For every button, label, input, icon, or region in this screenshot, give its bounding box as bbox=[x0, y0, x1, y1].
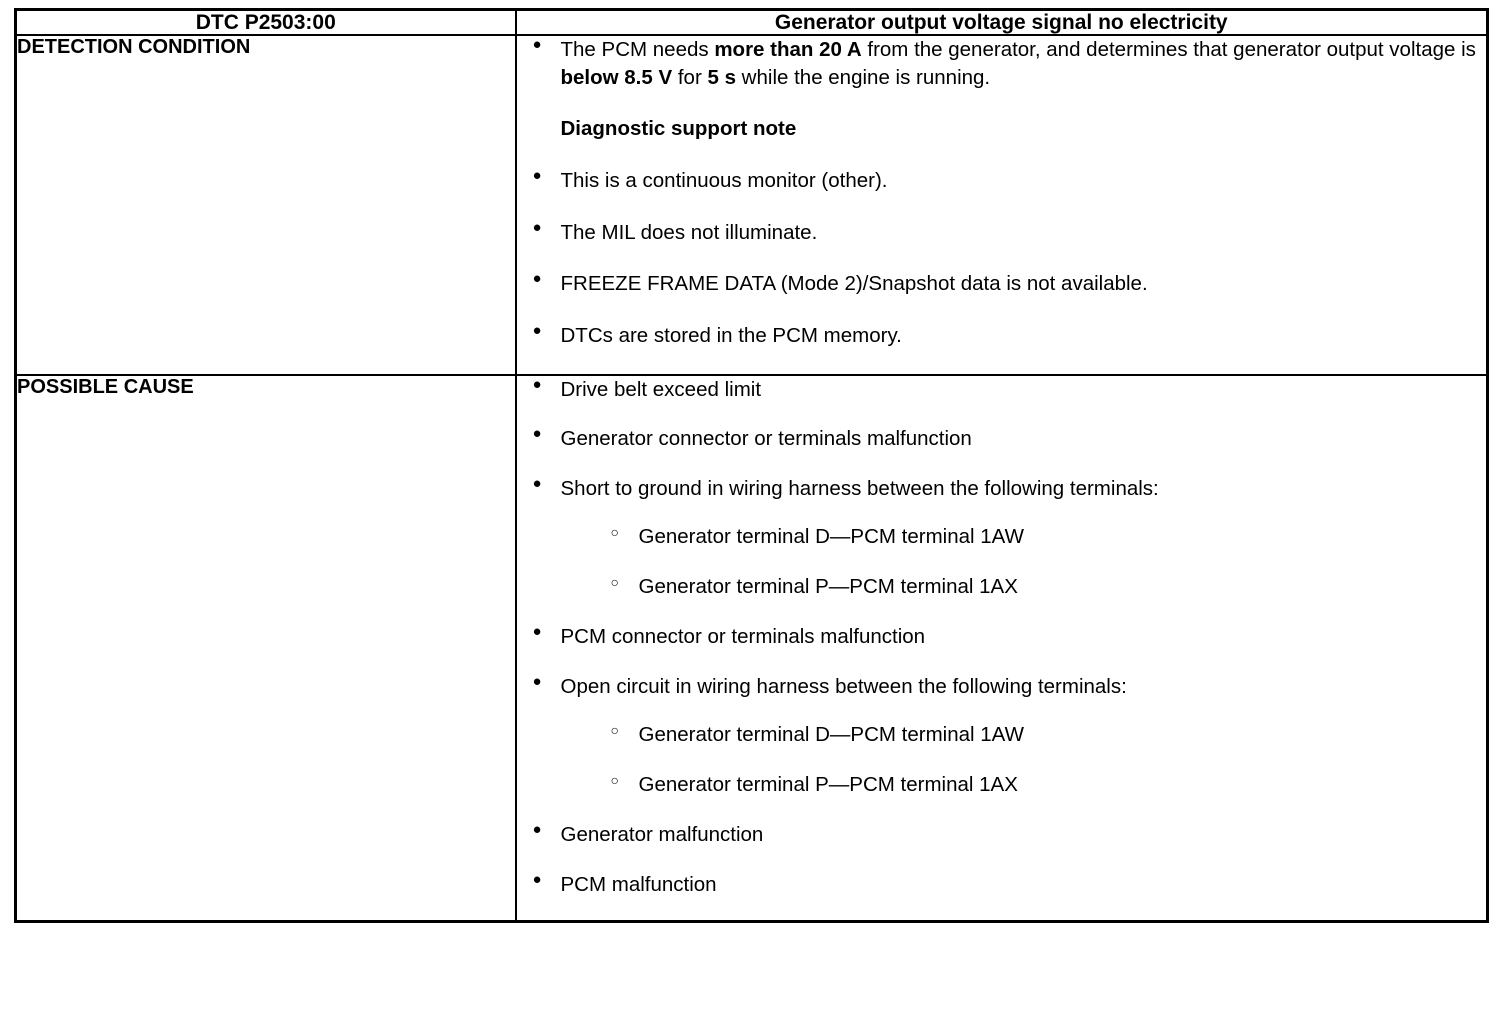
possible-cause-list bbox=[517, 376, 1487, 898]
sub-list bbox=[561, 721, 1487, 799]
detection-item-0-seg-0: The PCM needs bbox=[560, 38, 715, 62]
sub-list-item: ○ Generator terminal D—PCM terminal 1AW bbox=[561, 523, 1487, 551]
list-item: ● FREEZE FRAME DATA (Mode 2)/Snapshot data is not available. bbox=[517, 270, 1487, 298]
detection-item-0-seg-6: while the engine is running. bbox=[735, 65, 991, 89]
list-item: ● The MIL does not illuminate. bbox=[517, 219, 1487, 247]
detection-item-0-seg-2: from the generator, and determines that generator output voltage is bbox=[861, 38, 1476, 62]
dtc-table bbox=[14, 8, 1489, 923]
possible-cause-content bbox=[516, 375, 1488, 922]
detection-item-0-seg-5: 5 s bbox=[707, 65, 736, 89]
detection-condition-label bbox=[16, 35, 516, 375]
dtc-title-cell: Generator output voltage signal no electricity bbox=[516, 10, 1488, 36]
diagnostic-support-note-heading: Diagnostic support note bbox=[560, 117, 797, 141]
detection-condition-content bbox=[516, 35, 1488, 375]
detection-item-0-seg-3: below 8.5 V bbox=[560, 65, 673, 89]
detection-item-0-seg-4: for bbox=[672, 65, 708, 89]
list-item bbox=[517, 673, 1487, 799]
detection-condition-label-text: DETECTION CONDITION bbox=[17, 36, 251, 59]
list-item: ● Drive belt exceed limit bbox=[517, 376, 1487, 404]
detection-item-0-seg-1: more than 20 A bbox=[714, 38, 862, 62]
list-item-text: Open circuit in wiring harness between the following terminals: bbox=[560, 674, 1127, 698]
list-item: ● This is a continuous monitor (other). bbox=[517, 167, 1487, 195]
sub-list-item: ○ Generator terminal P—PCM terminal 1AX bbox=[561, 573, 1487, 601]
list-item: ● PCM malfunction bbox=[517, 871, 1487, 899]
list-item: ● Generator connector or terminals malfunction bbox=[517, 425, 1487, 453]
list-item bbox=[517, 475, 1487, 601]
detection-condition-row bbox=[16, 35, 1488, 375]
list-item bbox=[517, 36, 1487, 91]
possible-cause-row bbox=[16, 375, 1488, 922]
list-item: ● DTCs are stored in the PCM memory. bbox=[517, 322, 1487, 350]
sub-list-item: ○ Generator terminal P—PCM terminal 1AX bbox=[561, 771, 1487, 799]
sub-list-item: ○ Generator terminal D—PCM terminal 1AW bbox=[561, 721, 1487, 749]
possible-cause-label bbox=[16, 375, 516, 922]
possible-cause-label-text: POSSIBLE CAUSE bbox=[17, 375, 194, 398]
sub-list bbox=[561, 523, 1487, 601]
detection-condition-list bbox=[517, 36, 1487, 350]
list-item-text: Short to ground in wiring harness between the following terminals: bbox=[560, 477, 1159, 501]
dtc-code-cell: DTC P2503:00 bbox=[16, 10, 516, 36]
list-item: ● Generator malfunction bbox=[517, 821, 1487, 849]
table-header-row bbox=[16, 10, 1488, 36]
list-item: ● PCM connector or terminals malfunction bbox=[517, 623, 1487, 651]
